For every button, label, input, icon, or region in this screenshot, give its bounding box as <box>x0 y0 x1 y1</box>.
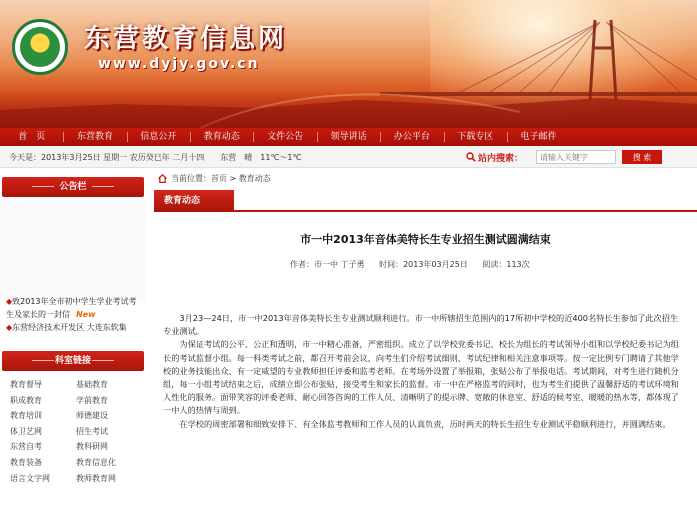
notice-line1: 东营经济技术开发区 大连东软集 <box>12 323 127 332</box>
main-content <box>154 168 697 522</box>
nav-item-announcements[interactable]: 文件公告 <box>253 128 316 146</box>
notice-item[interactable] <box>6 321 140 334</box>
site-url: www.dyjy.gov.cn <box>98 56 260 72</box>
section-bar <box>154 190 697 212</box>
links-heading: 科室链接 <box>2 351 144 371</box>
home-icon <box>158 174 167 183</box>
search-button[interactable]: 搜 索 <box>622 150 662 164</box>
bullet-icon: ◆ <box>6 323 13 332</box>
notice-item[interactable] <box>6 295 140 321</box>
link-item[interactable]: 师德建设 <box>76 411 108 421</box>
site-logo[interactable] <box>12 19 68 75</box>
notice-line1: 致2013年全市初中学生学业考试考 <box>12 297 137 306</box>
search-label: 站内搜索： <box>478 154 524 164</box>
notice-heading: 公告栏 <box>2 177 144 197</box>
nav-item-dongying-education[interactable]: 东营教育 <box>63 128 126 146</box>
article-time: 时间：2013年03月25日 <box>379 260 468 269</box>
link-item[interactable]: 教育装备 <box>10 457 42 467</box>
site-title: 东营教育信息网 <box>84 24 288 54</box>
link-item[interactable]: 教育培训 <box>10 411 42 421</box>
search-input[interactable] <box>536 150 616 164</box>
link-item[interactable]: 教育督导 <box>10 380 42 389</box>
article-body <box>163 312 683 431</box>
tab-education-news[interactable]: 教育动态 <box>154 190 234 212</box>
nav-item-email[interactable]: 电子邮件 <box>507 128 570 146</box>
main-nav <box>0 128 697 146</box>
header-banner <box>0 0 697 128</box>
article-views: 阅读：113次 <box>482 260 530 269</box>
sidebar <box>0 168 146 522</box>
article-meta <box>290 259 542 270</box>
nav-item-education-news[interactable]: 教育动态 <box>190 128 253 146</box>
bullet-icon: ◆ <box>6 297 13 306</box>
nav-item-downloads[interactable]: 下载专区 <box>444 128 507 146</box>
logo-emblem-icon <box>20 27 60 67</box>
link-item[interactable]: 体卫艺网 <box>10 426 42 436</box>
link-item[interactable]: 学前教育 <box>76 395 108 405</box>
link-item[interactable]: 教科研网 <box>76 442 108 452</box>
nav-item-public-info[interactable]: 信息公开 <box>127 128 190 146</box>
link-item[interactable]: 基础教育 <box>76 380 108 389</box>
article-paragraph: 为保证考试的公平、公正和透明，市一中精心准备，严密组织。成立了以学校党委书记、校长为组长的考试领导小组和以学校纪委书记为组长的考试监督小组。每一科类考试之前，都召开考前会议，向考生们介绍考试细则、考试纪律和相关注意事项等。按一定比例专门聘请了其他学校的业务技能出众、有一定威望的专业教师担任评委和监考老师。在考场外设置了举报箱，张贴公布了举报电话。考试期间，对考生进行随机分组，每一小组考试结束之后，成绩立即公布张贴，接受考生和家长的监督。市一中在严格监考的同时，也为考生们提供了温馨舒适的考试环境和人性化的服务。面带笑容的评委老师、耐心回答咨询的工作人员、清晰明了的提示牌、宽敞的休息室、舒适的候考室、暖暖的热水等，都体现了一中人的热情与周到。 <box>163 339 679 416</box>
new-badge: New <box>76 310 96 319</box>
notice-line2: 生及家长的一封信 <box>6 310 70 319</box>
breadcrumb: 当前位置：首页 > 教育动态 <box>171 174 271 183</box>
article-paragraph: 在学校的周密部署和细致安排下、有全体监考教师和工作人员的认真负责，历时两天的特长生招生专业测试平稳顺利进行，并圆满结束。 <box>179 418 671 429</box>
link-item[interactable]: 教师教育网 <box>76 473 116 483</box>
sea-band <box>0 92 697 128</box>
link-item[interactable]: 语言文字网 <box>10 473 50 483</box>
nav-item-home[interactable]: 首 页 <box>18 132 46 142</box>
nav-item-leader-speeches[interactable]: 领导讲话 <box>317 128 380 146</box>
department-links <box>0 371 146 486</box>
notice-board <box>0 197 146 332</box>
article-author: 作者：市一中 丁子勇 <box>290 260 365 269</box>
info-bar <box>0 146 697 168</box>
date-weather-text: 今天是：2013年3月25日 星期一 农历癸巳年 二月十四 东营 晴 11℃～1℃ <box>9 153 302 162</box>
article-title: 市一中2013年音体美特长生专业招生测试圆满结束 <box>300 233 551 246</box>
link-item[interactable]: 招生考试 <box>76 426 108 436</box>
link-item[interactable]: 职成教育 <box>10 395 42 405</box>
article-paragraph: 3月23—24日，市一中2013年音体美特长生专业测试顺利进行。市一中所辖招生范围内的17所初中学校的近400名特长生参加了此次招生专业测试。 <box>163 313 679 337</box>
link-item[interactable]: 东营自考 <box>10 442 42 452</box>
search-icon <box>466 152 476 162</box>
link-item[interactable]: 教育信息化 <box>76 457 116 467</box>
nav-item-office-platform[interactable]: 办公平台 <box>380 128 443 146</box>
